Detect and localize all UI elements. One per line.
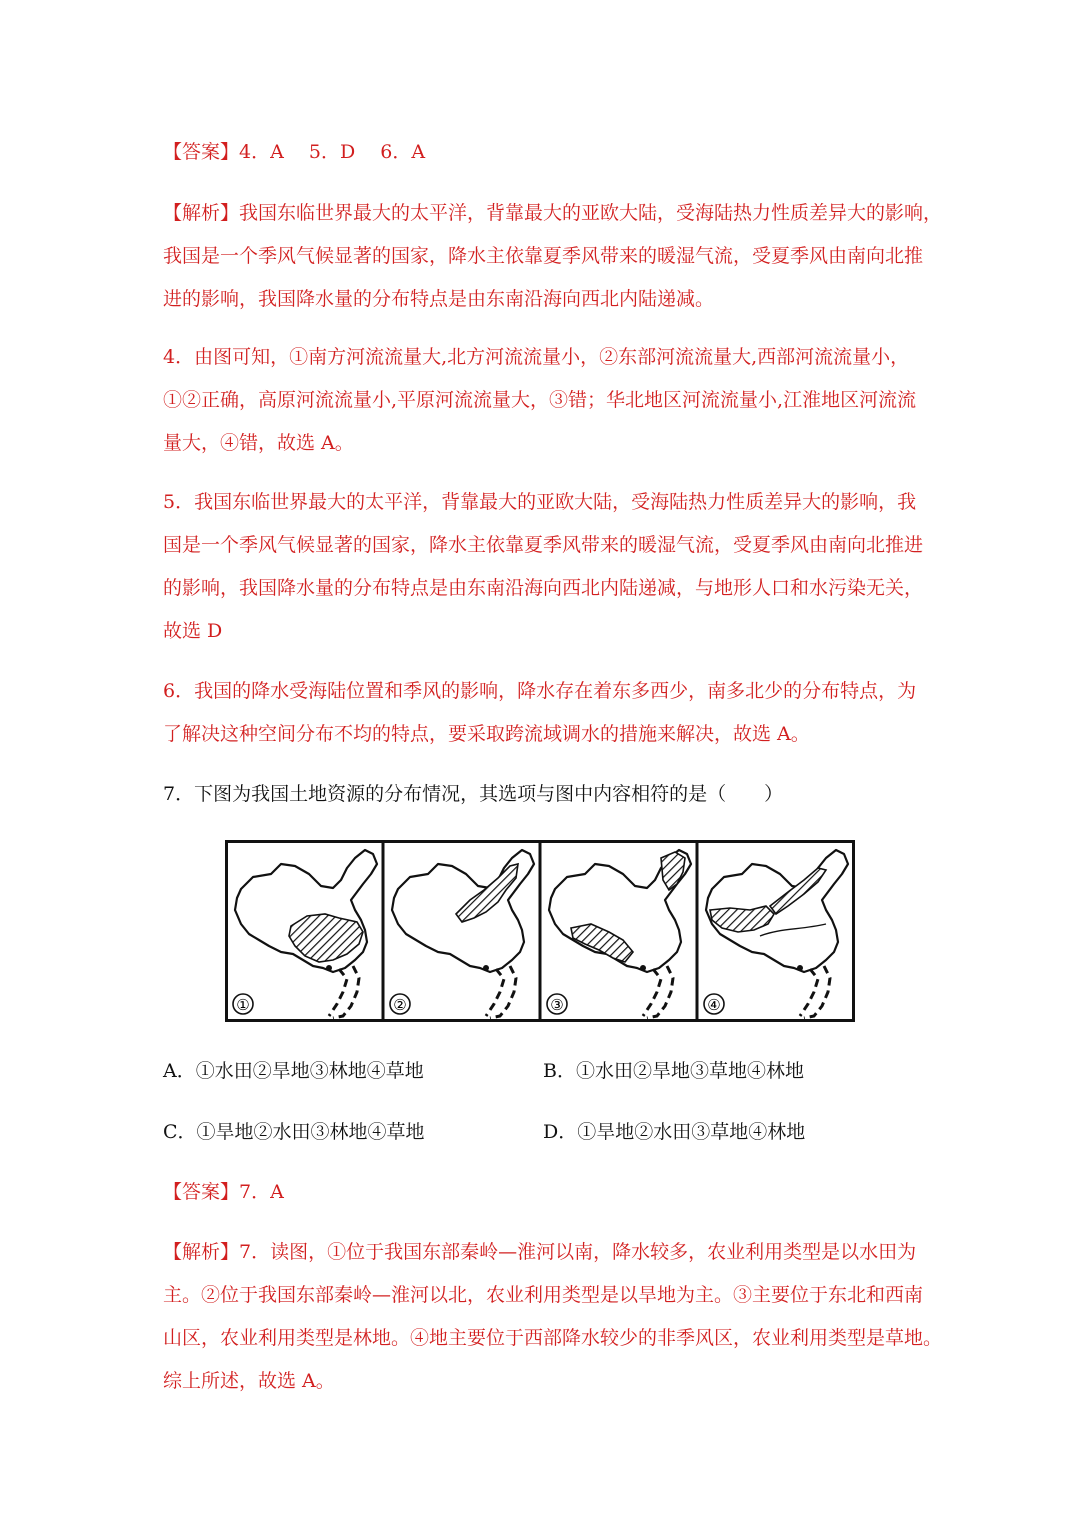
q5-line-2: 国是一个季风气候显著的国家，降水主依靠夏季风带来的暖湿气流，受夏季风由南向北推进 — [163, 534, 924, 556]
hainan-island-icon — [483, 965, 489, 971]
q5-explanation — [163, 481, 924, 653]
q4-line-3: 量大，④错，故选 A。 — [163, 432, 354, 454]
q6-line-1: 6．我国的降水受海陆位置和季风的影响，降水存在着东多西少，南多北少的分布特点，为 — [163, 680, 917, 702]
answer-tag: 【答案】 — [163, 1181, 240, 1203]
option-b[interactable]: B．①水田②旱地③草地④林地 — [543, 1060, 804, 1082]
panel-1-label: ① — [236, 996, 250, 1014]
answer-tag: 【答案】 — [163, 141, 240, 163]
q5-line-4: 故选 D — [163, 620, 223, 642]
question-7 — [163, 773, 918, 816]
q6-explanation — [163, 670, 918, 756]
analysis-line-1: 我国东临世界最大的太平洋，背靠最大的亚欧大陆，受海陆热力性质差异大的影响， — [239, 202, 943, 224]
analysis-block-general — [163, 192, 943, 321]
analysis7-line-3: 山区，农业利用类型是林地。④地主要位于西部降水较少的非季风区，农业利用类型是草地。 — [163, 1327, 943, 1349]
analysis-tag: 【解析】 — [163, 1241, 240, 1263]
answer-block-4-6 — [163, 131, 918, 174]
answer-text: 7．A — [239, 1181, 284, 1203]
q4-explanation — [163, 336, 918, 465]
panel-3-label: ③ — [550, 996, 564, 1014]
q4-line-2: ①②正确，高原河流流量小,平原河流流量大，③错；华北地区河流流量小,江淮地区河流流 — [163, 389, 917, 411]
analysis7-line-4: 综上所述，故选 A。 — [163, 1370, 335, 1392]
panel-4-label: ④ — [707, 996, 721, 1014]
panel-2-label: ② — [393, 996, 407, 1014]
maps-svg — [225, 840, 855, 1022]
analysis7-line-2: 主。②位于我国东部秦岭—淮河以北，农业利用类型是以旱地为主。③主要位于东北和西南 — [163, 1284, 924, 1306]
hainan-island-icon — [326, 965, 332, 971]
q6-line-2: 了解决这种空间分布不均的特点，要采取跨流域调水的措施来解决，故选 A。 — [163, 723, 810, 745]
option-a[interactable]: A．①水田②旱地③林地④草地 — [163, 1060, 424, 1082]
q5-line-1: 5．我国东临世界最大的太平洋，背靠最大的亚欧大陆，受海陆热力性质差异大的影响，我 — [163, 491, 917, 513]
question-7-text: 7．下图为我国土地资源的分布情况，其选项与图中内容相符的是（ ） — [163, 783, 784, 805]
analysis-line-2: 我国是一个季风气候显著的国家，降水主依靠夏季风带来的暖湿气流，受夏季风由南向北推 — [163, 245, 924, 267]
option-c[interactable]: C．①旱地②水田③林地④草地 — [163, 1121, 425, 1143]
option-d[interactable]: D．①旱地②水田③草地④林地 — [543, 1121, 806, 1143]
q5-line-3: 的影响，我国降水量的分布特点是由东南沿海向西北内陆递减，与地形人口和水污染无关， — [163, 577, 924, 599]
answer-block-7 — [163, 1171, 918, 1214]
q4-line-1: 4．由图可知，①南方河流流量大,北方河流流量小，②东部河流流量大,西部河流流量小， — [163, 346, 910, 368]
analysis-tag: 【解析】 — [163, 202, 240, 224]
hainan-island-icon — [640, 965, 646, 971]
analysis7-line-1: 7．读图，①位于我国东部秦岭—淮河以南，降水较多，农业利用类型是以水田为 — [239, 1241, 917, 1263]
land-resource-maps-figure — [225, 840, 855, 1022]
hainan-island-icon — [797, 965, 803, 971]
analysis-block-7 — [163, 1231, 943, 1403]
answer-text: 4．A 5．D 6．A — [239, 141, 426, 163]
analysis-line-3: 进的影响，我国降水量的分布特点是由东南沿海向西北内陆递减。 — [163, 288, 715, 310]
